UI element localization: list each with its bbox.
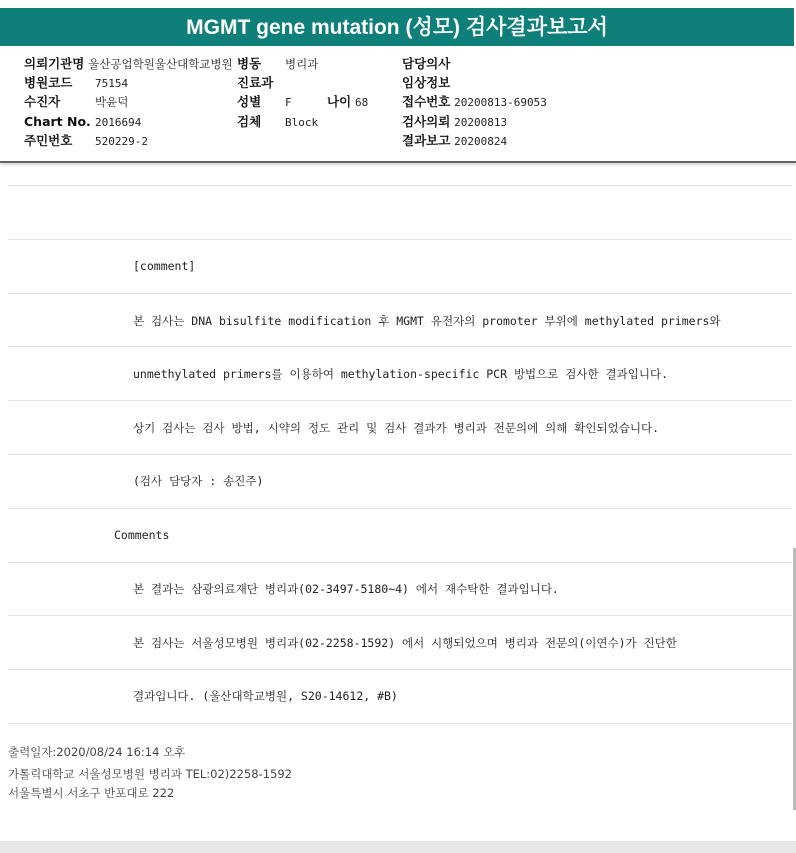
row-divider <box>8 454 792 455</box>
report-title: MGMT gene mutation (성모) 검사결과보고서 <box>0 8 794 46</box>
hospital-code-label: 병원코드 <box>24 75 73 90</box>
result-line: 본 검사는 서울성모병원 병리과(02-2258-1592) 에서 시행되었으며 병리과 전문의(이연수)가 진단한 <box>133 636 677 650</box>
row-divider <box>8 615 792 616</box>
institution-info: 가톨릭대학교 서울성모병원 병리과 TEL:02)2258-1592 <box>8 767 292 781</box>
chart-no-label: Chart No. <box>24 114 91 129</box>
sex-label: 성별 <box>237 94 262 109</box>
result-line: 상기 검사는 검사 방법, 시약의 정도 관리 및 검사 결과가 병리과 전문의에 의해 확인되었습니다. <box>133 421 659 435</box>
row-divider <box>8 562 792 563</box>
resident-no-value: 520229-2 <box>95 135 148 148</box>
ward-value: 병리과 <box>285 57 319 71</box>
patient-value: 박윤덕 <box>95 95 129 109</box>
resident-no-label: 주민번호 <box>24 133 73 148</box>
row-divider <box>8 185 792 186</box>
doctor-label: 담당의사 <box>402 56 451 71</box>
result-line: 본 결과는 삼광의료재단 병리과(02-3497-5180~4) 에서 재수탁한 결과입니다. <box>133 582 559 596</box>
specimen-label: 검체 <box>237 114 262 129</box>
bottom-band <box>0 841 796 853</box>
result-line: unmethylated primers를 이용하여 methylation-specific PCR 방법으로 검사한 결과입니다. <box>133 367 669 381</box>
row-divider <box>8 346 792 347</box>
row-divider <box>8 669 792 670</box>
row-divider <box>8 400 792 401</box>
comments-heading: Comments <box>114 528 170 542</box>
clinical-info-label: 임상정보 <box>402 75 451 90</box>
patient-label: 수진자 <box>24 94 61 109</box>
sex-value: F <box>285 96 292 109</box>
department-label: 진료과 <box>237 75 274 90</box>
result-line: 결과입니다. (울산대학교병원, S20-14612, #B) <box>133 689 398 703</box>
report-date-value: 20200824 <box>454 135 508 148</box>
requesting-org-label: 의뢰기관명 <box>24 56 85 71</box>
requesting-org-field <box>24 55 233 73</box>
specimen-value: Block <box>285 116 319 129</box>
result-line: 본 검사는 DNA bisulfite modification 후 MGMT 유전자의 promoter 부위에 methylated primers와 <box>133 314 721 328</box>
age-value: 68 <box>354 96 369 109</box>
result-line: (검사 담당자 : 송진주) <box>133 474 264 488</box>
exam-request-label: 검사의뢰 <box>402 114 451 129</box>
header-divider <box>0 161 796 163</box>
requesting-org-value: 울산공업학원울산대학교병원 <box>88 57 233 71</box>
age-label: 나이 <box>327 94 352 109</box>
exam-request-value: 20200813 <box>454 116 508 129</box>
report-date-label: 결과보고 <box>402 133 451 148</box>
row-divider <box>8 239 792 240</box>
institution-address: 서울특별시 서초구 반포대로 222 <box>8 786 175 800</box>
ward-label: 병동 <box>237 56 262 71</box>
row-divider <box>8 508 792 509</box>
row-divider <box>8 293 792 294</box>
hospital-code-value: 75154 <box>95 77 129 90</box>
receipt-no-label: 접수번호 <box>402 94 451 109</box>
ward-field <box>237 55 261 73</box>
row-divider <box>8 723 792 724</box>
chart-no-value: 2016694 <box>95 116 142 129</box>
printed-at: 출력일자:2020/08/24 16:14 오후 <box>8 745 186 759</box>
receipt-no-value: 20200813-69053 <box>454 96 547 109</box>
comment-tag: [comment] <box>133 259 196 273</box>
